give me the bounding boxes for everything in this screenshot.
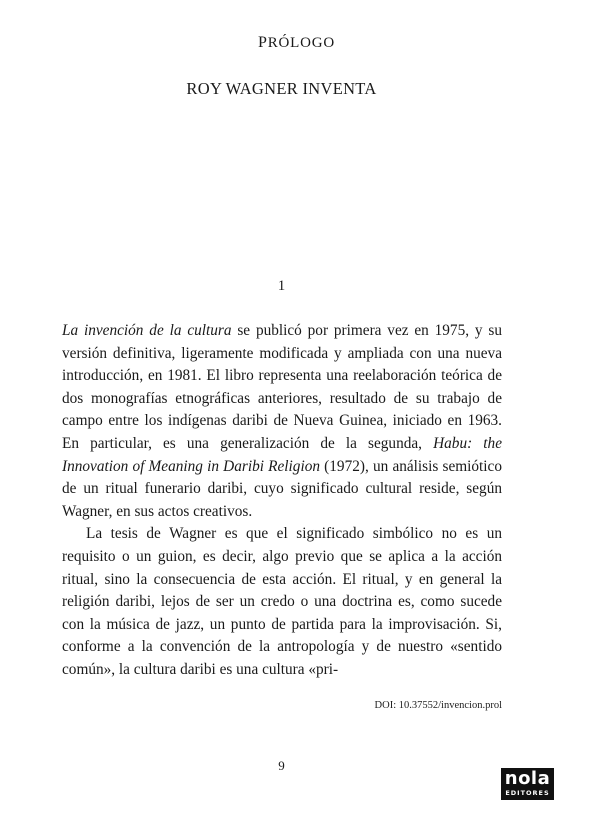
paragraph-2: La tesis de Wagner es que el significado simbólico no es un requisito o un guion, es decir, algo previo que se aplica a la acción ritual, sino la consecuencia de esta acción. El ritual, y en general la religión daribi, lejos de ser un credo o una doctrina es, como sucede con la música de jazz, un punto de partida para la improvisación. Si, conforme a la convención de la antropología y de nuestro «sentido común», la cultura daribi es una cultura «pri- — [62, 525, 502, 678]
section-number: 1 — [277, 278, 286, 294]
monograph-title-italic: Habu: the Innovation of Meaning in Daribi Religion — [62, 434, 502, 475]
publisher-logo-sub: EDITORES — [505, 789, 550, 797]
chapter-label-initial: P — [257, 34, 268, 51]
chapter-label-rest: RÓLOGO — [267, 35, 335, 51]
publisher-logo-name: nola — [504, 768, 551, 789]
paragraph-1 — [62, 320, 502, 523]
doi-link[interactable]: DOI: 10.37552/invencion.prol — [374, 700, 502, 711]
publisher-logo — [501, 768, 554, 800]
paragraph-1-text-a: se publicó por primera vez en 1975, y su versión definitiva, ligeramente modificada y ampliada con una nueva introducción, en 1981. El libro representa una reelaboración teórica de dos monografías etnográficas anteriores, resultado de su trabajo de campo entre los indígenas daribi de Nueva Guinea, iniciado en 1963. En particular, es una generalización de la segunda, — [62, 322, 502, 452]
paragraph-1-text-b: (1972), un análisis semiótico de un ritual funerario daribi, cuyo significado cultural reside, según Wagner, en sus actos creativos. — [62, 457, 502, 520]
chapter-title: ROY WAGNER INVENTA — [186, 79, 377, 98]
chapter-label — [0, 34, 593, 52]
page-number: 9 — [278, 758, 285, 773]
book-title-italic: La invención de la cultura — [62, 322, 232, 339]
body-text — [62, 320, 502, 682]
